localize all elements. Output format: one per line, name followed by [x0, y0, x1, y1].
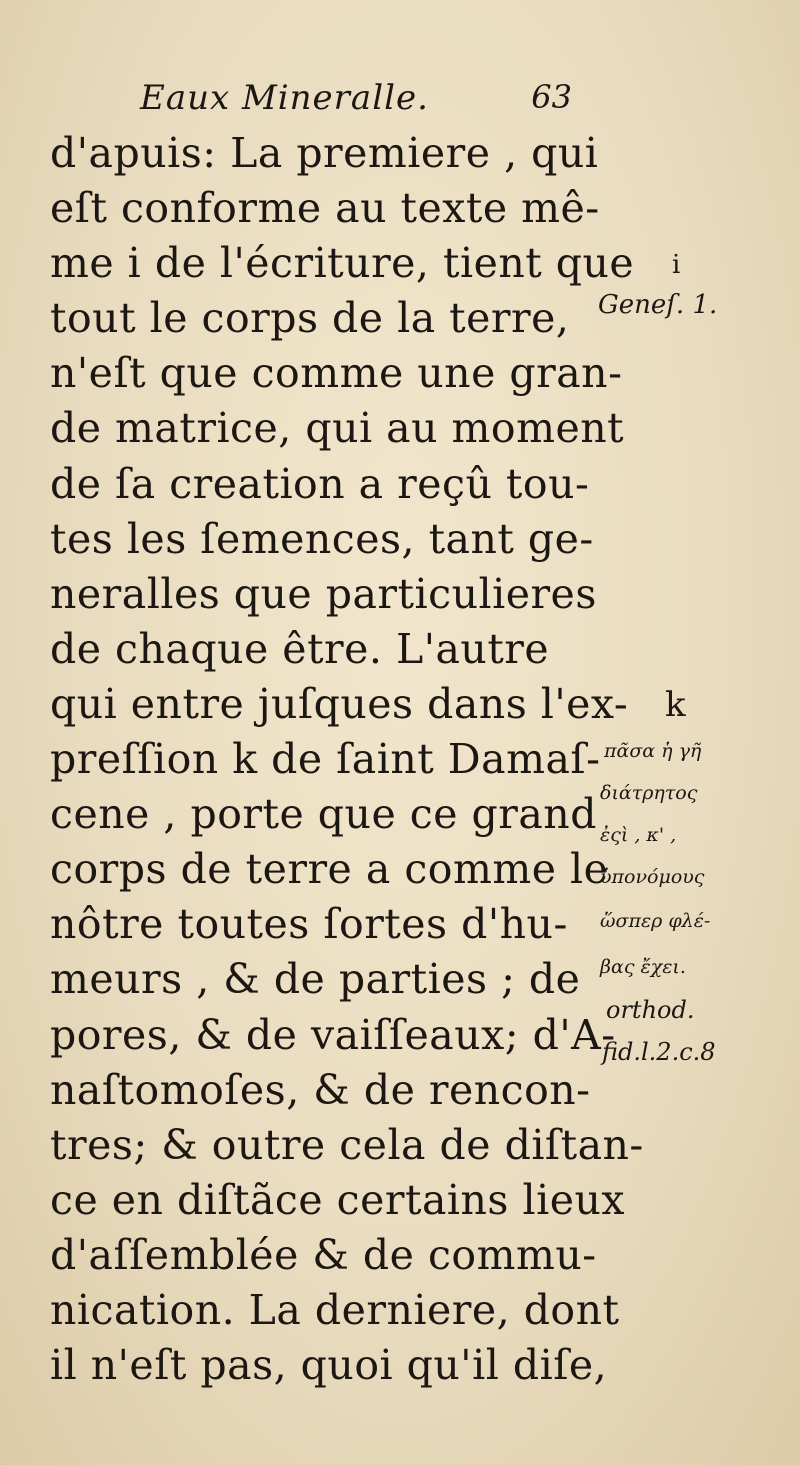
text-line: pores, & de vaiſſeaux; d'A-	[50, 1010, 616, 1059]
text-line: nôtre toutes ſortes d'hu-	[50, 900, 568, 949]
margin-note-greek-line: διάτρητος	[600, 782, 698, 804]
margin-note-marker-k: k	[665, 685, 686, 725]
text-line: il n'eſt pas, quoi qu'il diſe,	[50, 1341, 608, 1390]
margin-note-greek-line: βας ἔχει.	[600, 956, 686, 978]
text-line: eſt conforme au texte mê-	[50, 184, 600, 233]
margin-note-reference-line: orthod.	[606, 996, 695, 1024]
text-line: ce en diſtãce certains lieux	[50, 1175, 626, 1224]
text-line: meurs , & de parties ; de	[50, 955, 581, 1004]
text-line: nication. La derniere, dont	[50, 1285, 620, 1334]
text-line: naſtomoſes, & de rencon-	[50, 1065, 591, 1114]
margin-note-greek-line: ὥσπερ φλέ-	[600, 910, 711, 932]
text-line: de chaque être. L'autre	[50, 624, 550, 673]
text-line: n'eſt que comme une gran-	[50, 349, 623, 398]
margin-note-greek-line: ὑπονόμους	[600, 866, 705, 888]
margin-note-greek-line: πᾶσα ἡ γῆ	[604, 740, 702, 762]
margin-note-marker-i: i	[672, 250, 681, 280]
running-title: Eaux Mineralle.	[140, 78, 429, 118]
text-line: corps de terre a comme le	[50, 845, 609, 894]
text-line: de ſa creation a reçû tou-	[50, 459, 590, 508]
text-line: tout le corps de la terre,	[50, 294, 570, 343]
text-line: tres; & outre cela de diſtan-	[50, 1120, 644, 1169]
text-line: tes les ſemences, tant ge-	[50, 514, 594, 563]
text-line: de matrice, qui au moment	[50, 404, 625, 453]
text-line: neralles que particulieres	[50, 569, 597, 618]
text-line: d'aſſemblée & de commu-	[50, 1230, 597, 1279]
text-line: d'apuis: La premiere , qui	[50, 129, 599, 177]
margin-note-reference-line: fid.l.2.c.8	[602, 1038, 716, 1066]
text-line: me i de l'écriture, tient que	[50, 239, 635, 288]
margin-note-reference-genesis: Geneſ. 1.	[598, 290, 718, 320]
text-line: preſſion k de ſaint Damaſ-	[50, 735, 601, 784]
text-line: cene , porte que ce grand	[50, 790, 597, 839]
page-number: 63	[531, 78, 572, 116]
text-line: qui entre juſques dans l'ex-	[50, 679, 629, 728]
margin-note-greek-line: ἐςὶ , κ' ,	[600, 824, 677, 846]
page-header	[140, 78, 600, 128]
